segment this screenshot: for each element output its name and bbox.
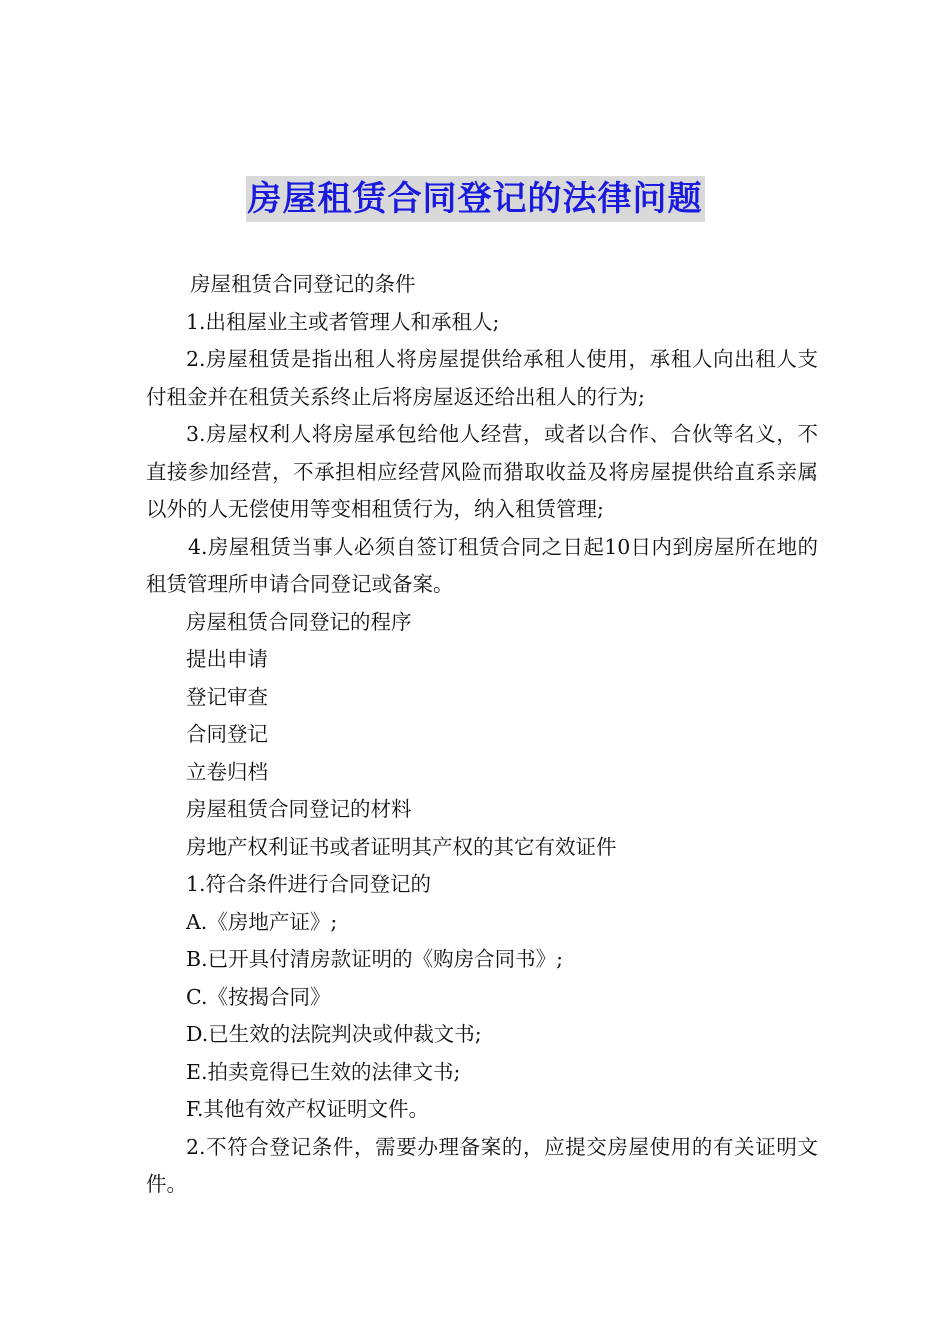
list-item: A.《房地产证》; xyxy=(186,909,338,934)
document-title: 房屋租赁合同登记的法律问题 xyxy=(246,176,705,222)
procedure-step: 合同登记 xyxy=(186,722,268,746)
list-item: B.已开具付清房款证明的《购房合同书》; xyxy=(186,947,563,971)
section-heading-materials: 房屋租赁合同登记的材料 xyxy=(186,797,412,821)
paragraph: 1.出租屋业主或者管理人和承租人; xyxy=(186,309,500,334)
paragraph: 房地产权利证书或者证明其产权的其它有效证件 xyxy=(186,834,617,859)
list-item: C.《按揭合同》 xyxy=(186,984,331,1009)
procedure-step: 登记审查 xyxy=(186,684,268,709)
list-item: 2.不符合登记条件，需要办理备案的，应提交房屋使用的有关证明文件。 xyxy=(146,1134,818,1196)
document-body xyxy=(146,266,818,1204)
section-heading-conditions: 房屋租赁合同登记的条件 xyxy=(190,272,416,296)
paragraph: 2.房屋租赁是指出租人将房屋提供给承租人使用，承租人向出租人支付租金并在租赁关系终止后将房屋返还给出租人的行为; xyxy=(146,347,818,409)
list-item: D.已生效的法院判决或仲裁文书; xyxy=(186,1022,482,1046)
title-container xyxy=(0,176,950,222)
procedure-step: 提出申请 xyxy=(186,647,268,671)
paragraph: 3.房屋权利人将房屋承包给他人经营，或者以合作、合伙等名义，不直接参加经营，不承担相应经营风险而猎取收益及将房屋提供给直系亲属以外的人无偿使用等变相租赁行为，纳入租赁管理; xyxy=(146,422,818,521)
procedure-step: 立卷归档 xyxy=(186,759,268,784)
list-item: 1.符合条件进行合同登记的 xyxy=(186,872,432,896)
list-item: F.其他有效产权证明文件。 xyxy=(186,1097,430,1121)
list-item: E.拍卖竟得已生效的法律文书; xyxy=(186,1059,461,1084)
section-heading-procedure: 房屋租赁合同登记的程序 xyxy=(186,609,412,634)
paragraph: 4.房屋租赁当事人必须自签订租赁合同之日起10日内到房屋所在地的租赁管理所申请合同登记或备案。 xyxy=(146,534,818,596)
